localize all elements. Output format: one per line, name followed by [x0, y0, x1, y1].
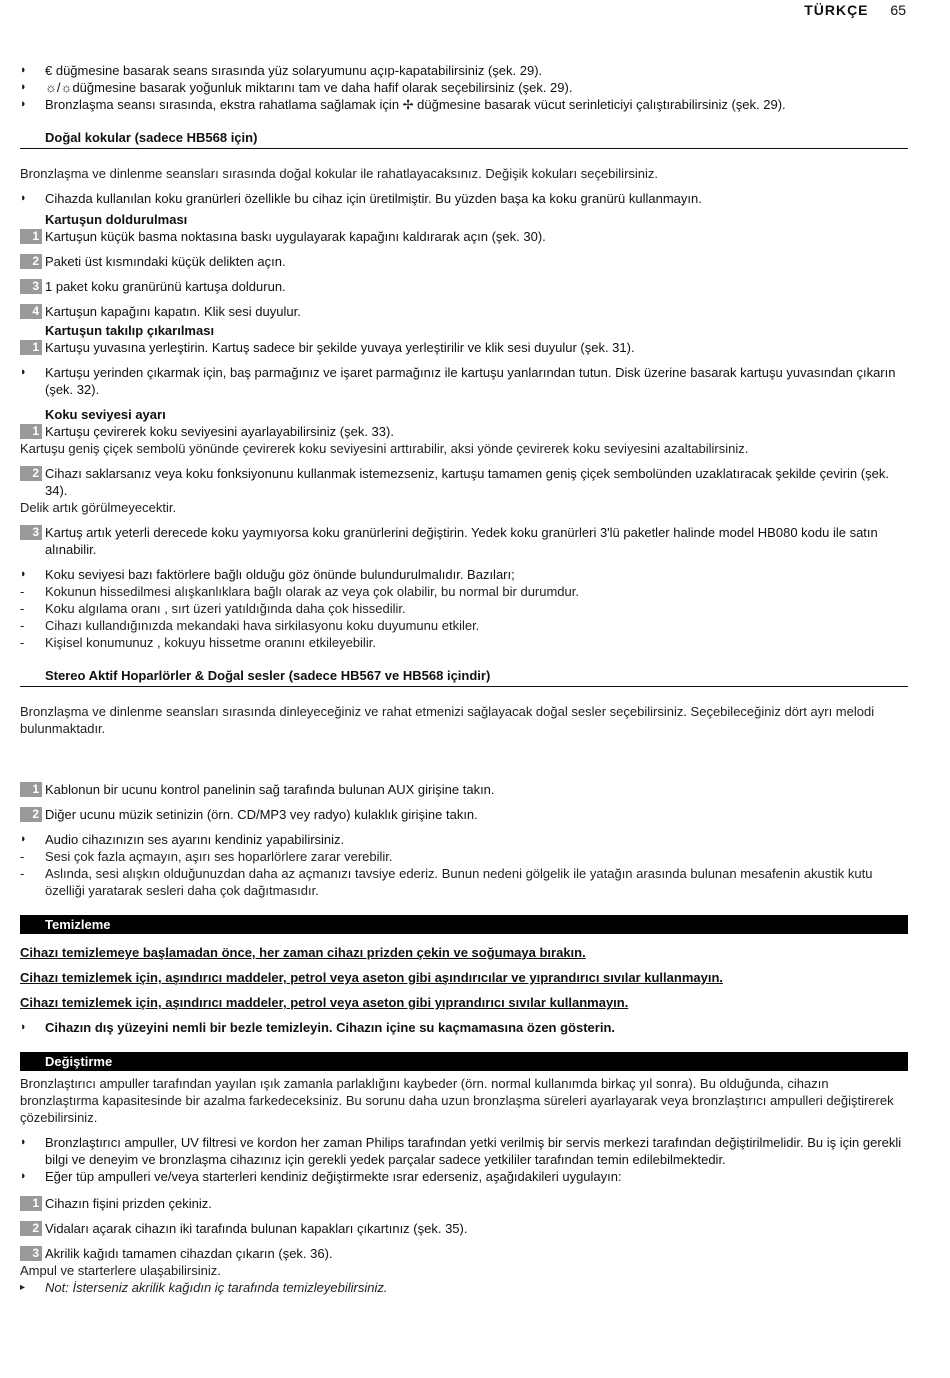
subheading-filling: Kartuşun doldurulması — [45, 212, 188, 227]
list-item: ◗ € düğmesine basarak seans sırasında yüz solaryumunu açıp-kapatabilirsiniz (şek. 29). — [20, 63, 543, 78]
step-item: 3 1 paket koku granürünü kartuşa doldurun. — [20, 278, 908, 295]
bullet-icon: ◗ — [20, 1021, 27, 1033]
step-item: 3 Akrilik kağıdı tamamen cihazdan çıkarın (şek. 36). — [20, 1245, 908, 1262]
list-item: ◗ Audio cihazınızın ses ayarını kendiniz yapabilirsiniz. — [20, 832, 345, 847]
step-number: 1 — [20, 424, 42, 439]
step-number: 2 — [20, 1221, 42, 1236]
dash-item: - Aslında, sesi alışkın olduğunuzdan daha az açmanızı tavsiye ederiz. Bunun nedeni gölgelik ile yatağın arasında bulunan mesafenin akustik kutu özelliği yaratarak sesleri daha çok dağıtmasıdır. — [20, 866, 873, 898]
page-number: 65 — [890, 2, 906, 18]
list-item: ◗ Koku seviyesi bazı faktörlere bağlı olduğu göz önünde bulundurulmalıdır. Bazıları; — [20, 567, 515, 582]
list-item: ◗ Bronzlaştırıcı ampuller, UV filtresi ve kordon her zaman Philips tarafından yetki verilmiş bir servis merkezi tarafından değiştirilmelidir. Bu iş için gerekli bilgi ve deneyim ve bronzlaşma cihazınız için gerekli yedek parçalar sadece yetkililer tarafından temin edilebilmektedir. — [20, 1135, 902, 1167]
warning-text: Cihazı temizlemek için, aşındırıcı maddeler, petrol veya aseton gibi aşındırıcılar ve yıprandırıcı sıvılar kullanmayın. — [20, 970, 723, 985]
list-item: ◗ Bronzlaşma seansı sırasında, ekstra rahatlama sağlamak için ✢ düğmesine basarak vücut serinleticiyi çalıştırabilirsiniz (şek. 29). — [20, 97, 786, 112]
dash-item: - Cihazı kullandığınızda mekandaki hava sirkilasyonu koku duyumunu etkiler. — [20, 618, 480, 633]
page-header — [0, 2, 906, 19]
step-item: 1 Kartuşu çevirerek koku seviyesini ayarlayabilirsiniz (şek. 33). — [20, 423, 908, 440]
dash-item: - Kokunun hissedilmesi alışkanlıklara bağlı olarak az veya çok olabilir, bu normal bir durumdur. — [20, 584, 579, 599]
step-item: 3 Kartuş artık yeterli derecede koku yaymıyorsa koku granürlerini değiştirin. Yedek koku granürleri 3'lü paketler halinde model HB080 kodu ile satın alınabilir. — [20, 524, 908, 558]
list-item: ◗ Kartuşu yerinden çıkarmak için, baş parmağınız ve işaret parmağınız ile kartuşu yanlarından tutun. Disk üzerine basarak kartuşu yuvasından çıkarın (şek. 32). — [20, 365, 896, 397]
step-number: 1 — [20, 782, 42, 797]
section-title-speakers: Stereo Aktif Hoparlörler & Doğal sesler (sadece HB567 ve HB568 içindir) — [20, 667, 908, 687]
step-number: 2 — [20, 807, 42, 822]
step-item: 1 Kablonun bir ucunu kontrol panelinin sağ tarafında bulunan AUX girişine takın. — [20, 781, 908, 798]
bullet-icon: ◗ — [20, 1136, 27, 1148]
bullet-icon: ◗ — [20, 192, 27, 204]
paragraph: Bronzlaşma ve dinlenme seansları sırasında dinleyeceğiniz ve rahat etmenizi sağlayacak doğal sesler seçebilirsiniz. Seçebileceğiniz dört ayrı melodi bulunmaktadır. — [20, 704, 875, 736]
list-item: ◗ Eğer tüp ampulleri ve/veya starterleri kendiniz değiştirmekte ısrar ederseniz, aşağıdakileri uygulayın: — [20, 1169, 622, 1184]
language-label: TÜRKÇE — [804, 2, 869, 18]
paragraph: Bronzlaşma ve dinlenme seansları sırasında doğal kokular ile rahatlayacaksınız. Değişik kokuları seçebilirsiniz. — [20, 166, 659, 181]
warning-text: Cihazı temizlemek için, aşındırıcı maddeler, petrol veya aseton gibi yıprandırıcı sıvılar kullanmayın. — [20, 995, 629, 1010]
paragraph: Delik artık görülmeyecektir. — [20, 500, 177, 515]
step-number: 3 — [20, 1246, 42, 1261]
step-item: 2 Cihazı saklarsanız veya koku fonksiyonunu kullanmak istemezseniz, kartuşu tamamen geniş çiçek sembolünden uzaklatıracak şekilde çevirin (şek. 34). — [20, 465, 908, 499]
note-arrow-icon: ▸ — [20, 1282, 26, 1293]
list-item: ◗ Cihazın dış yüzeyini nemli bir bezle temizleyin. Cihazın içine su kaçmamasına özen gösterin. — [20, 1020, 615, 1035]
paragraph: Ampul ve starterlere ulaşabilirsiniz. — [20, 1263, 221, 1278]
step-number: 2 — [20, 254, 42, 269]
warning-text: Cihazı temizlemeye başlamadan önce, her zaman cihazı prizden çekin ve soğumaya bırakın. — [20, 945, 586, 960]
section-title-cleaning: Temizleme — [20, 915, 908, 934]
step-number: 1 — [20, 229, 42, 244]
page-content — [20, 62, 908, 1296]
step-number: 3 — [20, 279, 42, 294]
bullet-icon: ◗ — [20, 833, 27, 845]
list-item: ◗ ☼/☼düğmesine basarak yoğunluk miktarını tam ve daha hafif olarak seçebilirsiniz (şek. 29). — [20, 80, 573, 95]
step-item: 1 Kartuşun küçük basma noktasına baskı uygulayarak kapağını kaldırarak açın (şek. 30). — [20, 228, 908, 245]
subheading-level: Koku seviyesi ayarı — [45, 407, 166, 422]
section-title-natural-scents: Doğal kokular (sadece HB568 için) — [20, 129, 908, 149]
step-item: 2 Diğer ucunu müzik setinizin (örn. CD/MP3 vey radyo) kulaklık girişine takın. — [20, 806, 908, 823]
bullet-icon: ◗ — [20, 98, 27, 110]
dash-item: - Koku algılama oranı , sırt üzeri yatıldığında daha çok hissedilir. — [20, 601, 406, 616]
bullet-icon: ◗ — [20, 1170, 27, 1182]
bullet-icon: ◗ — [20, 64, 27, 76]
step-number: 4 — [20, 304, 42, 319]
step-number: 1 — [20, 1196, 42, 1211]
step-item: 1 Kartuşu yuvasına yerleştirin. Kartuş sadece bir şekilde yuvaya yerleştirilir ve klik sesi duyulur (şek. 31). — [20, 339, 908, 356]
step-number: 2 — [20, 466, 42, 481]
step-number: 1 — [20, 340, 42, 355]
note-item: ▸ Not: İsterseniz akrilik kağıdın iç tarafında temizleyebilirsiniz. — [20, 1280, 388, 1295]
dash-item: - Kişisel konumunuz , kokuyu hissetme oranını etkileyebilir. — [20, 635, 376, 650]
step-item: 2 Vidaları açarak cihazın iki tarafında bulunan kapakları çıkartınız (şek. 35). — [20, 1220, 908, 1237]
bullet-icon: ◗ — [20, 568, 27, 580]
section-title-replacement: Değiştirme — [20, 1052, 908, 1071]
step-item: 2 Paketi üst kısmındaki küçük delikten açın. — [20, 253, 908, 270]
paragraph: Bronzlaştırıcı ampuller tarafından yayılan ışık zamanla parlaklığını kaybeder (örn. normal kullanımda birkaç yıl sonra). Bu olduğunda, cihazın bronzlaştırma kapasitesinde bir azalma farkedeceksiniz. Bu sorunu daha uzun bronzlaşma süreleri ayarlayarak veya bronzlaştırıcı ampulleri değiştirerek çözebilirsiniz. — [20, 1076, 894, 1125]
paragraph: Kartuşu geniş çiçek sembolü yönünde çevirerek koku seviyesini arttırabilir, aksi yönde çevirerek koku seviyesini azaltabilirsiniz. — [20, 441, 749, 456]
bullet-icon: ◗ — [20, 81, 27, 93]
dash-item: - Sesi çok fazla açmayın, aşırı ses hoparlörlere zarar verebilir. — [20, 849, 393, 864]
step-item: 1 Cihazın fişini prizden çekiniz. — [20, 1195, 908, 1212]
bullet-icon: ◗ — [20, 366, 27, 378]
step-item: 4 Kartuşun kapağını kapatın. Klik sesi duyulur. — [20, 303, 908, 320]
subheading-insert: Kartuşun takılıp çıkarılması — [45, 323, 215, 338]
step-number: 3 — [20, 525, 42, 540]
list-item: ◗ Cihazda kullanılan koku granürleri özellikle bu cihaz için üretilmiştir. Bu yüzden başa ka koku granürü kullanmayın. — [20, 191, 702, 206]
